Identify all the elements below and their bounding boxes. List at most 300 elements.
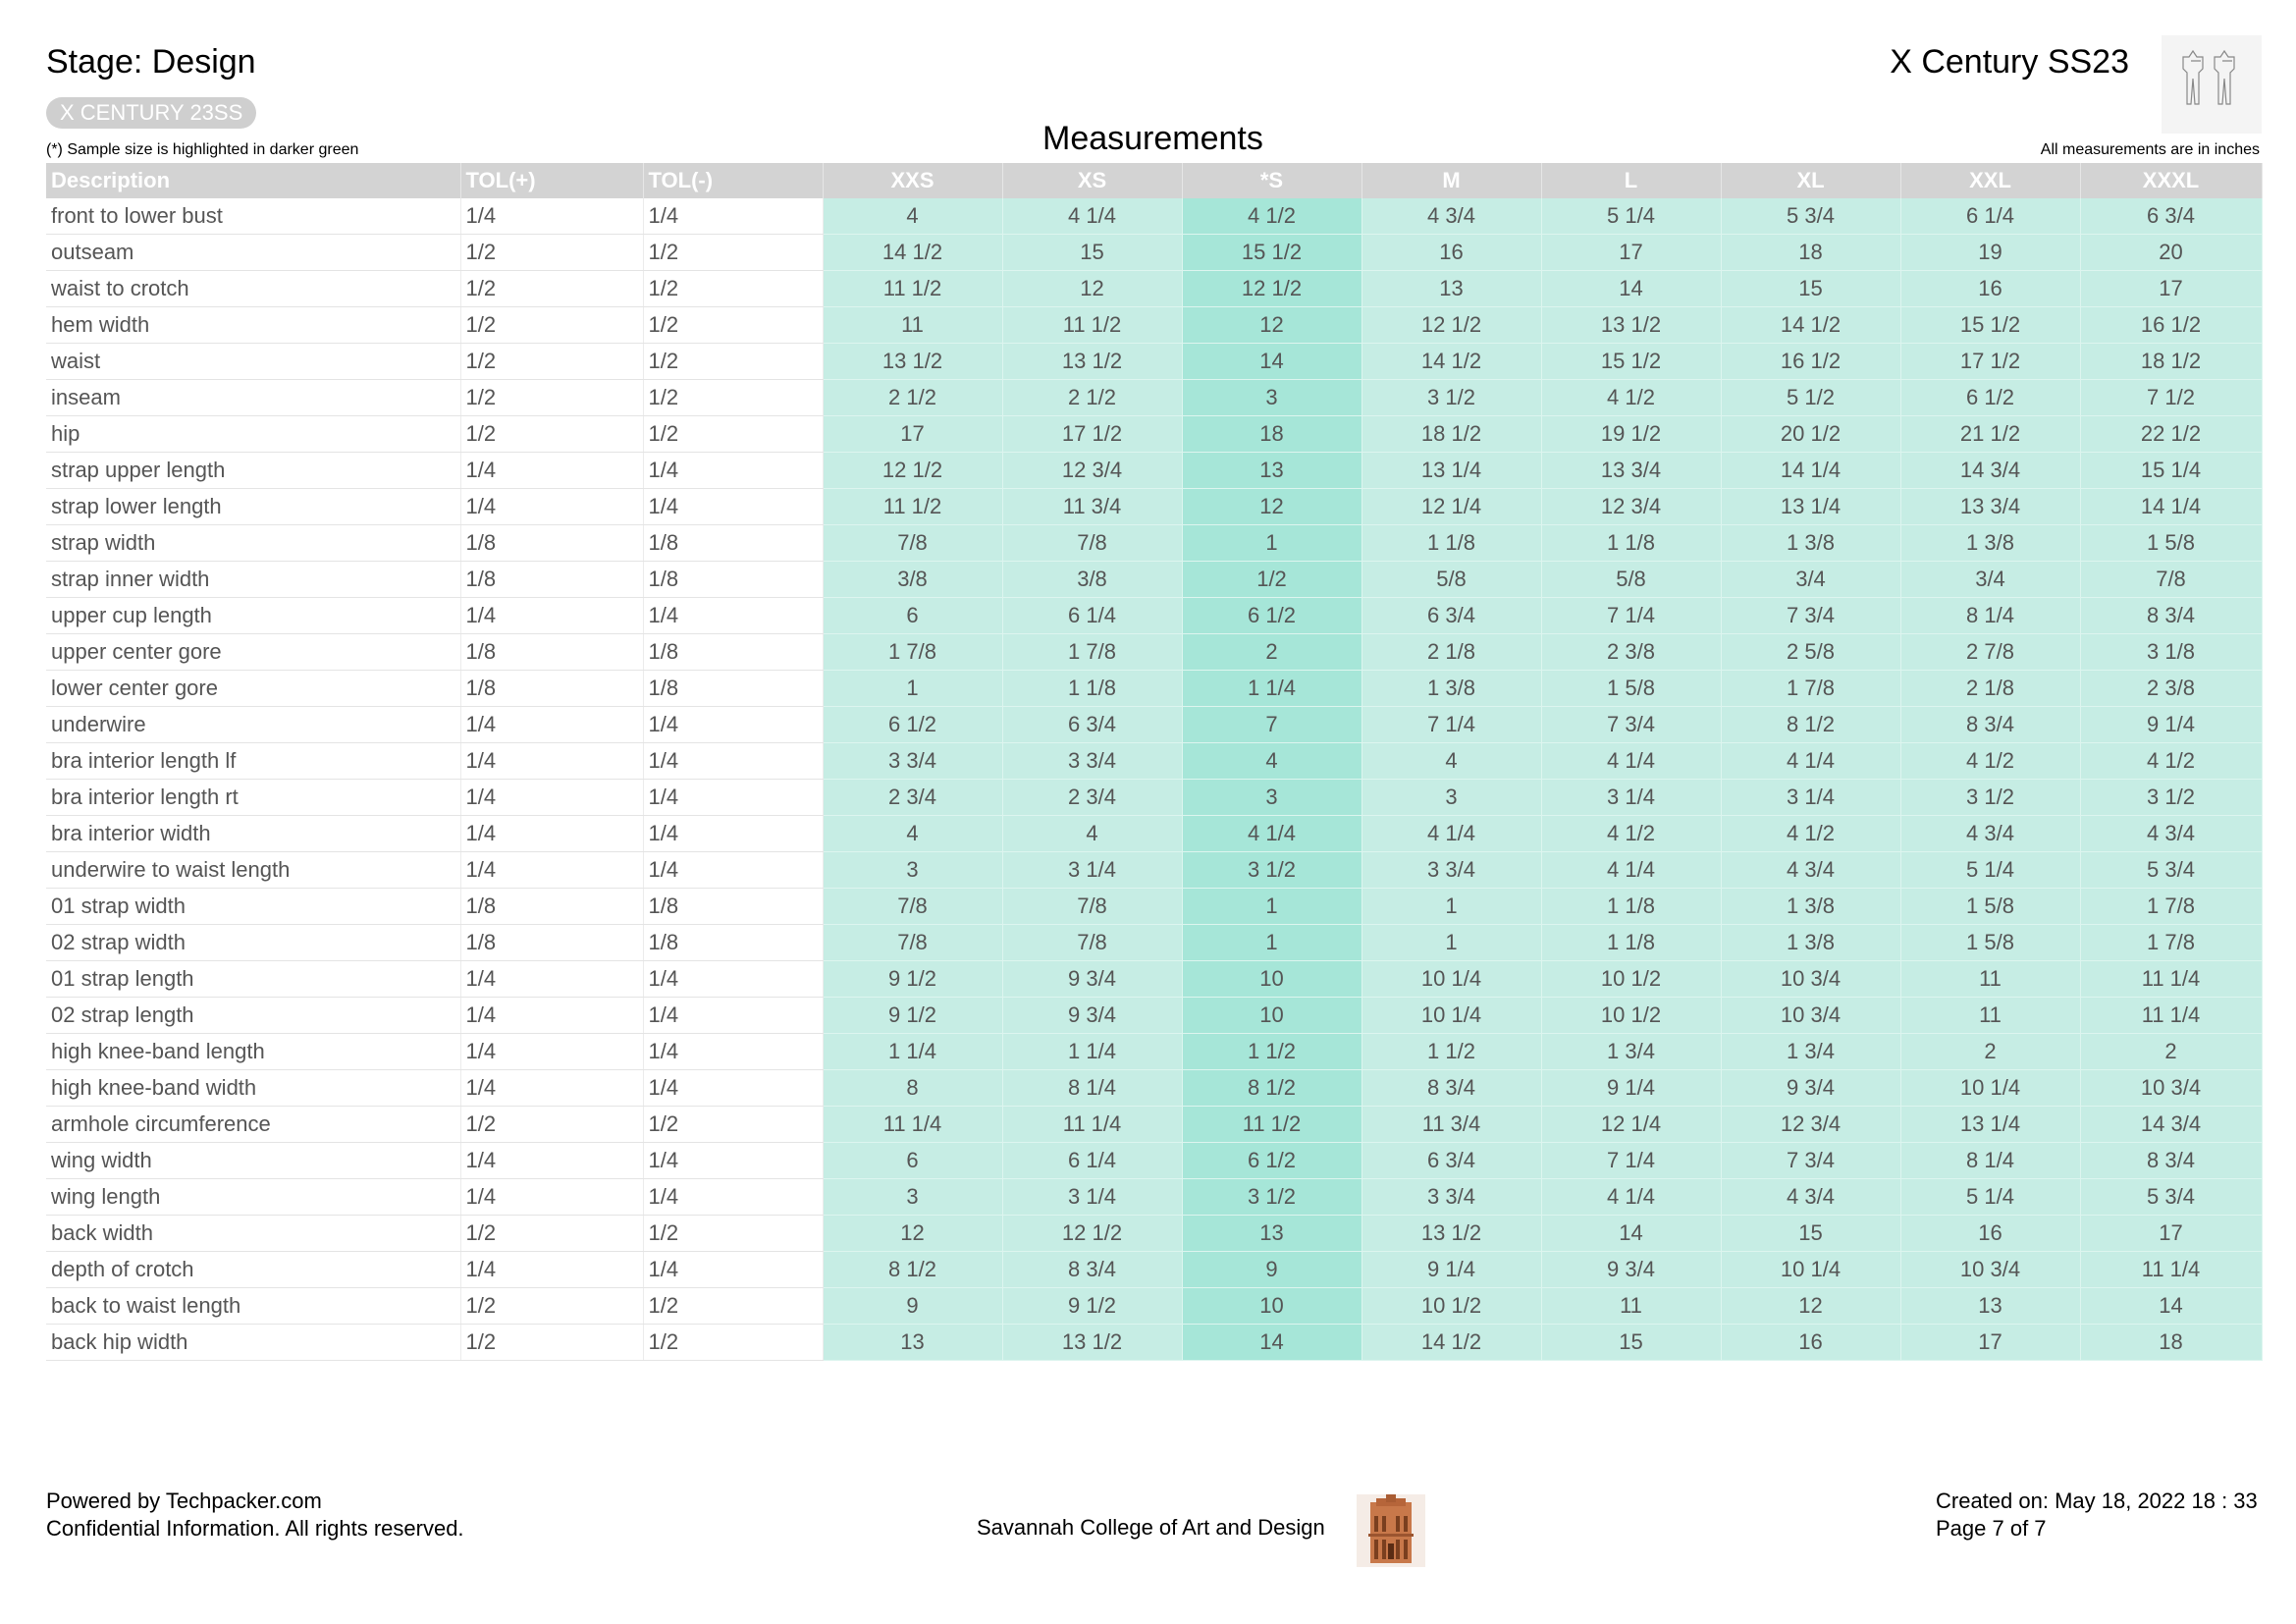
size-value-cell: 14	[2080, 1288, 2262, 1325]
tolerance-cell: 1/4	[460, 1179, 643, 1216]
size-value-cell: 5/8	[1541, 562, 1721, 598]
tolerance-cell: 1/4	[643, 598, 823, 634]
table-row	[46, 525, 2262, 562]
table-row	[46, 1216, 2262, 1252]
size-value-cell: 7/8	[823, 525, 1002, 562]
powered-by: Powered by Techpacker.com	[46, 1489, 322, 1513]
size-value-cell: 13 3/4	[1900, 489, 2080, 525]
size-value-cell: 4 3/4	[1362, 198, 1541, 235]
size-value-cell: 17	[823, 416, 1002, 453]
tolerance-cell: 1/4	[643, 1070, 823, 1107]
size-value-cell: 12 1/2	[1182, 271, 1362, 307]
size-value-cell: 4 1/4	[1541, 852, 1721, 889]
size-value-cell: 1 7/8	[1002, 634, 1182, 671]
size-value-cell: 1 7/8	[2080, 925, 2262, 961]
tolerance-cell: 1/4	[643, 998, 823, 1034]
tolerance-cell: 1/4	[460, 961, 643, 998]
size-value-cell: 3 3/4	[1362, 852, 1541, 889]
size-value-cell: 9 1/2	[823, 961, 1002, 998]
measurement-description: 01 strap width	[46, 889, 460, 925]
table-row	[46, 1034, 2262, 1070]
table-row	[46, 707, 2262, 743]
size-value-cell: 18	[1721, 235, 1900, 271]
size-value-cell: 6 3/4	[2080, 198, 2262, 235]
size-value-cell: 21 1/2	[1900, 416, 2080, 453]
size-value-cell: 20 1/2	[1721, 416, 1900, 453]
measurement-description: underwire	[46, 707, 460, 743]
size-value-cell: 7/8	[2080, 562, 2262, 598]
size-value-cell: 10	[1182, 1288, 1362, 1325]
size-value-cell: 4 1/4	[1182, 816, 1362, 852]
size-value-cell: 14 1/2	[1362, 1325, 1541, 1361]
size-value-cell: 3	[1182, 780, 1362, 816]
size-value-cell: 1 1/8	[1541, 525, 1721, 562]
size-value-cell: 7 1/4	[1541, 1143, 1721, 1179]
tolerance-cell: 1/8	[643, 634, 823, 671]
tolerance-cell: 1/4	[643, 198, 823, 235]
size-value-cell: 1 1/2	[1362, 1034, 1541, 1070]
size-value-cell: 1 7/8	[1721, 671, 1900, 707]
size-value-cell: 13 1/4	[1721, 489, 1900, 525]
size-value-cell: 10 3/4	[1900, 1252, 2080, 1288]
size-value-cell: 18 1/2	[1362, 416, 1541, 453]
size-value-cell: 12 1/4	[1362, 489, 1541, 525]
size-value-cell: 3 1/2	[1182, 852, 1362, 889]
measurement-description: front to lower bust	[46, 198, 460, 235]
size-value-cell: 15	[1721, 271, 1900, 307]
size-value-cell: 9	[1182, 1252, 1362, 1288]
tolerance-cell: 1/4	[643, 780, 823, 816]
size-value-cell: 10 1/2	[1541, 961, 1721, 998]
size-value-cell: 11 1/2	[1002, 307, 1182, 344]
sample-size-note: (*) Sample size is highlighted in darker green	[46, 141, 359, 158]
collection-title: X Century SS23	[1890, 43, 2129, 81]
size-value-cell: 1	[1362, 889, 1541, 925]
tolerance-cell: 1/2	[460, 344, 643, 380]
size-value-cell: 13	[1362, 271, 1541, 307]
size-value-cell: 4 1/2	[2080, 743, 2262, 780]
size-value-cell: 12	[1721, 1288, 1900, 1325]
tolerance-cell: 1/4	[643, 1252, 823, 1288]
size-value-cell: 10 1/4	[1900, 1070, 2080, 1107]
size-value-cell: 1	[1182, 525, 1362, 562]
size-value-cell: 11 1/2	[823, 489, 1002, 525]
size-value-cell: 1 3/8	[1721, 889, 1900, 925]
size-value-cell: 17 1/2	[1002, 416, 1182, 453]
size-value-cell: 10 1/4	[1362, 998, 1541, 1034]
size-value-cell: 15	[1541, 1325, 1721, 1361]
tolerance-cell: 1/2	[643, 1216, 823, 1252]
tolerance-cell: 1/4	[460, 489, 643, 525]
table-header-row	[46, 163, 2262, 198]
column-header: XL	[1721, 163, 1900, 198]
tolerance-cell: 1/2	[643, 380, 823, 416]
size-value-cell: 8 1/4	[1900, 598, 2080, 634]
size-value-cell: 12 3/4	[1541, 489, 1721, 525]
size-value-cell: 4 3/4	[2080, 816, 2262, 852]
size-value-cell: 11 1/4	[2080, 1252, 2262, 1288]
size-value-cell: 1	[823, 671, 1002, 707]
size-value-cell: 1 1/2	[1182, 1034, 1362, 1070]
size-value-cell: 2 1/2	[823, 380, 1002, 416]
size-value-cell: 8 1/4	[1002, 1070, 1182, 1107]
size-value-cell: 16 1/2	[2080, 307, 2262, 344]
tolerance-cell: 1/4	[643, 1034, 823, 1070]
size-value-cell: 4 3/4	[1900, 816, 2080, 852]
size-value-cell: 13 1/2	[823, 344, 1002, 380]
tolerance-cell: 1/4	[643, 489, 823, 525]
size-value-cell: 13	[823, 1325, 1002, 1361]
tolerance-cell: 1/4	[460, 816, 643, 852]
tolerance-cell: 1/4	[460, 998, 643, 1034]
size-value-cell: 17	[2080, 271, 2262, 307]
measurement-description: inseam	[46, 380, 460, 416]
measurement-description: armhole circumference	[46, 1107, 460, 1143]
measurement-description: 01 strap length	[46, 961, 460, 998]
tolerance-cell: 1/2	[643, 307, 823, 344]
size-value-cell: 5 3/4	[2080, 852, 2262, 889]
size-value-cell: 9 1/4	[2080, 707, 2262, 743]
measurement-description: hem width	[46, 307, 460, 344]
tolerance-cell: 1/8	[460, 562, 643, 598]
size-value-cell: 6 1/2	[1900, 380, 2080, 416]
size-value-cell: 1 1/4	[1002, 1034, 1182, 1070]
size-value-cell: 3 1/2	[1182, 1179, 1362, 1216]
size-value-cell: 12 3/4	[1002, 453, 1182, 489]
measurement-description: bra interior length rt	[46, 780, 460, 816]
size-value-cell: 15 1/2	[1541, 344, 1721, 380]
size-value-cell: 14 1/2	[1362, 344, 1541, 380]
size-value-cell: 19	[1900, 235, 2080, 271]
table-row	[46, 816, 2262, 852]
tolerance-cell: 1/8	[460, 925, 643, 961]
tolerance-cell: 1/2	[643, 1325, 823, 1361]
size-value-cell: 6 1/4	[1002, 598, 1182, 634]
size-value-cell: 16	[1900, 1216, 2080, 1252]
tolerance-cell: 1/2	[460, 307, 643, 344]
size-value-cell: 9 3/4	[1002, 961, 1182, 998]
size-value-cell: 5 3/4	[1721, 198, 1900, 235]
size-value-cell: 9 3/4	[1541, 1252, 1721, 1288]
size-value-cell: 11 3/4	[1002, 489, 1182, 525]
size-value-cell: 1 3/8	[1721, 525, 1900, 562]
size-value-cell: 8 3/4	[2080, 1143, 2262, 1179]
size-value-cell: 4	[823, 816, 1002, 852]
tolerance-cell: 1/4	[460, 198, 643, 235]
size-value-cell: 1 5/8	[1541, 671, 1721, 707]
size-value-cell: 3 3/4	[1002, 743, 1182, 780]
size-value-cell: 2 1/2	[1002, 380, 1182, 416]
size-value-cell: 2 7/8	[1900, 634, 2080, 671]
size-value-cell: 4	[1182, 743, 1362, 780]
size-value-cell: 14 1/4	[2080, 489, 2262, 525]
size-value-cell: 10 1/2	[1541, 998, 1721, 1034]
size-value-cell: 3 1/8	[2080, 634, 2262, 671]
size-value-cell: 3 1/2	[1900, 780, 2080, 816]
size-value-cell: 7/8	[1002, 925, 1182, 961]
size-value-cell: 10 1/2	[1362, 1288, 1541, 1325]
tolerance-cell: 1/2	[643, 344, 823, 380]
size-value-cell: 10 1/4	[1362, 961, 1541, 998]
size-value-cell: 11 1/2	[823, 271, 1002, 307]
column-header: *S	[1182, 163, 1362, 198]
size-value-cell: 18	[1182, 416, 1362, 453]
table-row	[46, 598, 2262, 634]
table-row	[46, 380, 2262, 416]
size-value-cell: 12	[1002, 271, 1182, 307]
table-row	[46, 307, 2262, 344]
size-value-cell: 20	[2080, 235, 2262, 271]
size-value-cell: 2	[2080, 1034, 2262, 1070]
created-timestamp: Created on: May 18, 2022 18 : 33	[1936, 1489, 2258, 1513]
column-header: XS	[1002, 163, 1182, 198]
size-value-cell: 12	[1182, 307, 1362, 344]
column-header: XXS	[823, 163, 1002, 198]
size-value-cell: 6 3/4	[1362, 598, 1541, 634]
measurement-description: lower center gore	[46, 671, 460, 707]
size-value-cell: 2 1/8	[1362, 634, 1541, 671]
size-value-cell: 13 3/4	[1541, 453, 1721, 489]
table-row	[46, 1143, 2262, 1179]
measurement-description: bra interior width	[46, 816, 460, 852]
size-value-cell: 7/8	[823, 889, 1002, 925]
building-facade-icon	[1357, 1494, 1425, 1567]
measurement-description: waist	[46, 344, 460, 380]
size-value-cell: 6 1/2	[1182, 598, 1362, 634]
garment-thumbnail	[2162, 35, 2262, 134]
size-value-cell: 1 1/8	[1541, 925, 1721, 961]
measurement-description: waist to crotch	[46, 271, 460, 307]
size-value-cell: 7	[1182, 707, 1362, 743]
table-row	[46, 271, 2262, 307]
size-value-cell: 5 3/4	[2080, 1179, 2262, 1216]
size-value-cell: 6 1/4	[1900, 198, 2080, 235]
table-row	[46, 344, 2262, 380]
page-title: Measurements	[1042, 120, 1263, 157]
size-value-cell: 8 1/2	[1182, 1070, 1362, 1107]
tolerance-cell: 1/4	[643, 707, 823, 743]
size-value-cell: 3/8	[1002, 562, 1182, 598]
size-value-cell: 10	[1182, 961, 1362, 998]
size-value-cell: 4	[823, 198, 1002, 235]
size-value-cell: 1 1/8	[1002, 671, 1182, 707]
size-value-cell: 4 1/2	[1182, 198, 1362, 235]
size-value-cell: 3	[823, 852, 1002, 889]
table-row	[46, 1179, 2262, 1216]
size-value-cell: 13	[1182, 453, 1362, 489]
size-value-cell: 10 3/4	[2080, 1070, 2262, 1107]
table-row	[46, 780, 2262, 816]
table-row	[46, 198, 2262, 235]
size-value-cell: 9 1/4	[1541, 1070, 1721, 1107]
size-value-cell: 4 1/2	[1721, 816, 1900, 852]
tolerance-cell: 1/2	[643, 1107, 823, 1143]
size-value-cell: 1 5/8	[1900, 925, 2080, 961]
tolerance-cell: 1/8	[460, 671, 643, 707]
table-row	[46, 1325, 2262, 1361]
column-header: M	[1362, 163, 1541, 198]
size-value-cell: 3/8	[823, 562, 1002, 598]
size-value-cell: 2 3/4	[1002, 780, 1182, 816]
measurement-description: strap lower length	[46, 489, 460, 525]
size-value-cell: 3/4	[1900, 562, 2080, 598]
size-value-cell: 11 1/2	[1182, 1107, 1362, 1143]
size-value-cell: 4	[1362, 743, 1541, 780]
size-value-cell: 13 1/2	[1541, 307, 1721, 344]
size-value-cell: 3 1/4	[1002, 852, 1182, 889]
size-value-cell: 5 1/4	[1900, 852, 2080, 889]
table-row	[46, 743, 2262, 780]
size-value-cell: 15 1/4	[2080, 453, 2262, 489]
measurement-description: 02 strap width	[46, 925, 460, 961]
size-value-cell: 13 1/4	[1362, 453, 1541, 489]
tolerance-cell: 1/8	[643, 562, 823, 598]
measurement-description: 02 strap length	[46, 998, 460, 1034]
size-value-cell: 9 3/4	[1721, 1070, 1900, 1107]
footer-left	[46, 1488, 464, 1543]
column-header: Description	[46, 163, 460, 198]
size-value-cell: 4 1/4	[1541, 1179, 1721, 1216]
size-value-cell: 6 3/4	[1002, 707, 1182, 743]
size-value-cell: 17	[1900, 1325, 2080, 1361]
tolerance-cell: 1/2	[460, 271, 643, 307]
size-value-cell: 16	[1721, 1325, 1900, 1361]
size-value-cell: 1 3/8	[1900, 525, 2080, 562]
size-value-cell: 6 3/4	[1362, 1143, 1541, 1179]
size-value-cell: 3	[823, 1179, 1002, 1216]
size-value-cell: 16	[1362, 235, 1541, 271]
size-value-cell: 10	[1182, 998, 1362, 1034]
measurement-description: underwire to waist length	[46, 852, 460, 889]
table-row	[46, 1107, 2262, 1143]
tolerance-cell: 1/4	[643, 1179, 823, 1216]
tolerance-cell: 1/2	[460, 235, 643, 271]
size-value-cell: 11	[1541, 1288, 1721, 1325]
size-value-cell: 1 3/8	[1362, 671, 1541, 707]
measurement-description: bra interior length lf	[46, 743, 460, 780]
size-value-cell: 17	[2080, 1216, 2262, 1252]
size-value-cell: 1 1/4	[1182, 671, 1362, 707]
tolerance-cell: 1/4	[460, 743, 643, 780]
column-header: TOL(+)	[460, 163, 643, 198]
size-value-cell: 4 1/4	[1002, 198, 1182, 235]
size-value-cell: 12 1/2	[1362, 307, 1541, 344]
size-value-cell: 12	[1182, 489, 1362, 525]
table-row	[46, 889, 2262, 925]
measurement-description: wing length	[46, 1179, 460, 1216]
size-value-cell: 7 3/4	[1541, 707, 1721, 743]
measurement-description: hip	[46, 416, 460, 453]
size-value-cell: 4 1/2	[1900, 743, 2080, 780]
tolerance-cell: 1/4	[643, 1143, 823, 1179]
size-value-cell: 8 3/4	[1900, 707, 2080, 743]
table-row	[46, 235, 2262, 271]
size-value-cell: 17	[1541, 235, 1721, 271]
tolerance-cell: 1/4	[460, 598, 643, 634]
stage-label: Stage: Design	[46, 43, 256, 81]
size-value-cell: 8 1/2	[1721, 707, 1900, 743]
size-value-cell: 6	[823, 1143, 1002, 1179]
table-row	[46, 961, 2262, 998]
size-value-cell: 3 3/4	[823, 743, 1002, 780]
table-row	[46, 1070, 2262, 1107]
size-value-cell: 5 1/4	[1541, 198, 1721, 235]
tolerance-cell: 1/2	[643, 416, 823, 453]
size-value-cell: 8 1/4	[1900, 1143, 2080, 1179]
size-value-cell: 1 1/8	[1362, 525, 1541, 562]
tolerance-cell: 1/4	[643, 743, 823, 780]
table-row	[46, 489, 2262, 525]
size-value-cell: 5 1/4	[1900, 1179, 2080, 1216]
tolerance-cell: 1/2	[643, 235, 823, 271]
size-value-cell: 4 3/4	[1721, 852, 1900, 889]
size-value-cell: 22 1/2	[2080, 416, 2262, 453]
size-value-cell: 14	[1541, 271, 1721, 307]
size-value-cell: 3 1/4	[1002, 1179, 1182, 1216]
size-value-cell: 8 3/4	[2080, 598, 2262, 634]
size-value-cell: 2 3/8	[2080, 671, 2262, 707]
size-value-cell: 6 1/2	[823, 707, 1002, 743]
size-value-cell: 1 1/4	[823, 1034, 1002, 1070]
size-value-cell: 1	[1182, 925, 1362, 961]
size-value-cell: 6	[823, 598, 1002, 634]
size-value-cell: 11	[1900, 998, 2080, 1034]
table-row	[46, 453, 2262, 489]
tolerance-cell: 1/8	[643, 525, 823, 562]
size-value-cell: 14	[1182, 1325, 1362, 1361]
column-header: L	[1541, 163, 1721, 198]
size-value-cell: 12 1/2	[1002, 1216, 1182, 1252]
table-row	[46, 998, 2262, 1034]
size-value-cell: 3 1/4	[1541, 780, 1721, 816]
size-value-cell: 1	[1182, 889, 1362, 925]
size-value-cell: 3 1/2	[2080, 780, 2262, 816]
tolerance-cell: 1/4	[643, 816, 823, 852]
size-value-cell: 12 1/4	[1541, 1107, 1721, 1143]
size-value-cell: 1 3/8	[1721, 925, 1900, 961]
tolerance-cell: 1/2	[460, 416, 643, 453]
size-value-cell: 10 1/4	[1721, 1252, 1900, 1288]
size-value-cell: 3	[1362, 780, 1541, 816]
size-value-cell: 1	[1362, 925, 1541, 961]
size-value-cell: 18 1/2	[2080, 344, 2262, 380]
size-value-cell: 14	[1541, 1216, 1721, 1252]
size-value-cell: 15	[1721, 1216, 1900, 1252]
size-value-cell: 1/2	[1182, 562, 1362, 598]
measurements-table	[46, 163, 2263, 1361]
size-value-cell: 8 3/4	[1002, 1252, 1182, 1288]
size-value-cell: 15 1/2	[1900, 307, 2080, 344]
size-value-cell: 14 1/2	[1721, 307, 1900, 344]
table-row	[46, 1288, 2262, 1325]
size-value-cell: 18	[2080, 1325, 2262, 1361]
size-value-cell: 1 3/4	[1541, 1034, 1721, 1070]
tolerance-cell: 1/4	[643, 852, 823, 889]
measurement-description: upper cup length	[46, 598, 460, 634]
tolerance-cell: 1/8	[460, 889, 643, 925]
size-value-cell: 19 1/2	[1541, 416, 1721, 453]
size-value-cell: 13 1/2	[1002, 1325, 1182, 1361]
measurement-description: back to waist length	[46, 1288, 460, 1325]
size-value-cell: 7 1/2	[2080, 380, 2262, 416]
size-value-cell: 14	[1182, 344, 1362, 380]
size-value-cell: 9 1/2	[1002, 1288, 1182, 1325]
tolerance-cell: 1/4	[460, 1143, 643, 1179]
size-value-cell: 4 1/4	[1541, 743, 1721, 780]
size-value-cell: 16	[1900, 271, 2080, 307]
tolerance-cell: 1/2	[460, 1107, 643, 1143]
tolerance-cell: 1/4	[460, 780, 643, 816]
